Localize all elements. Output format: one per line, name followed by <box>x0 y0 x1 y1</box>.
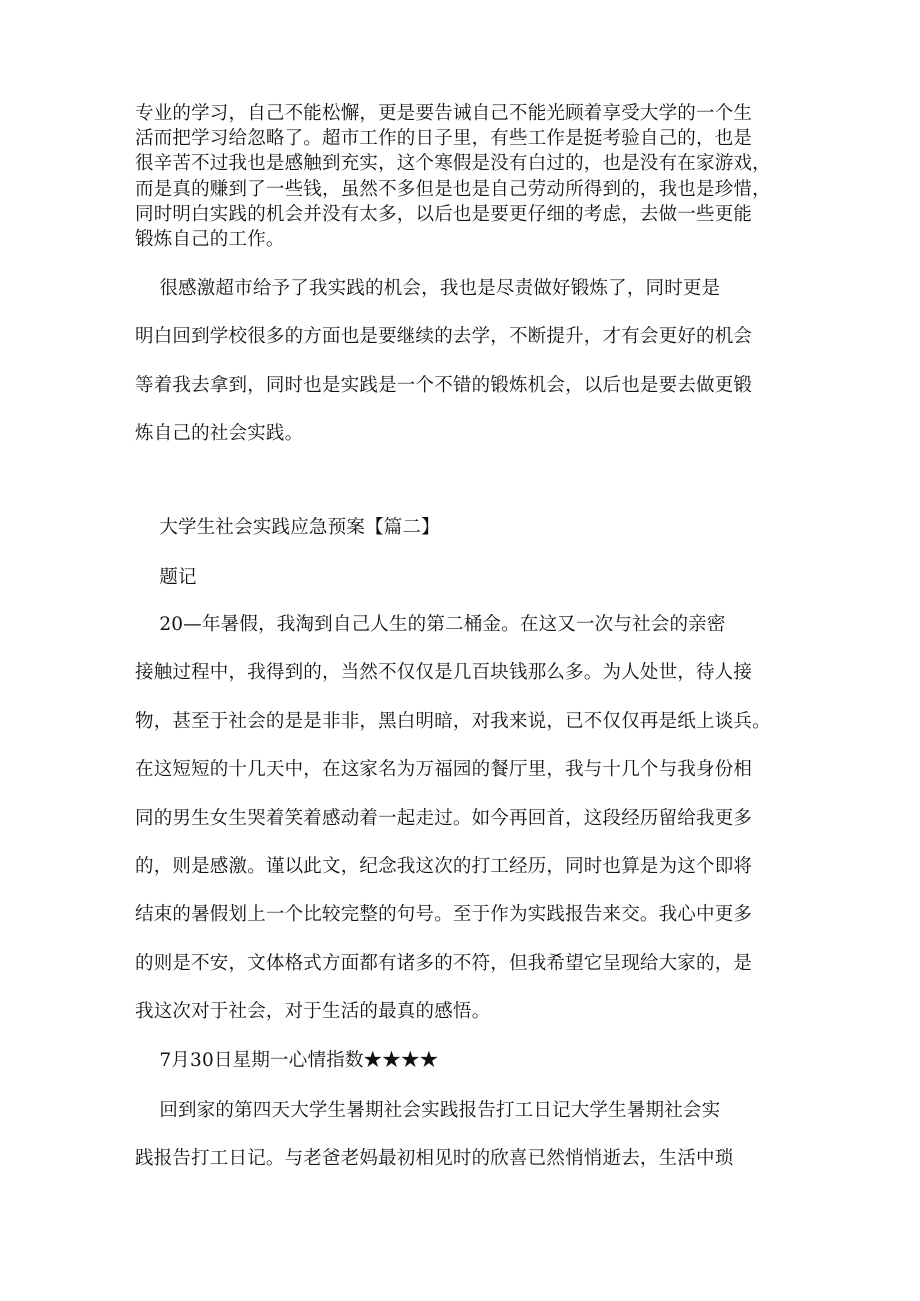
paragraph-supermarket-reflection: 专业的学习，自己不能松懈，更是要告诫自己不能光顾着享受大学的一个生 活而把学习给忽略了。超市工作的日子里，有些工作是挺考验自己的，也是 很辛苦不过我也是感触到充实，这个寒假是没有白过的，也是没有在家游戏， 而是真的赚到了一些钱，虽然不多但是也是自己劳动所得到的，我也是珍惜， 同时明白实践的机会并没有太多，以后也是要更仔细的考虑，去做一些更能 锻炼自己的工作。 <box>135 103 771 251</box>
diary-entry-heading: 7月30日星期一心情指数★★★★ <box>135 1050 439 1071</box>
paragraph-gratitude: 很感激超市给予了我实践的机会，我也是尽责做好锻炼了，同时更是 明白回到学校很多的方面也是要继续的去学，不断提升，才有会更好的机会 等着我去拿到，同时也是实践是一个不错的锻炼机会，以后也是要去做更锻 炼自己的社会实践。 <box>135 278 753 445</box>
paragraph-summer-job: 20—年暑假，我淘到自己人生的第二桶金。在这又一次与社会的亲密 接触过程中，我得到的，当然不仅仅是几百块钱那么多。为人处世，待人接 物，甚至于社会的是是非非，黑白明暗，对我来说，已不仅仅再是纸上谈兵。 在这短短的十几天中，在这家名为万福园的餐厅里，我与十几个与我身份相 同的男生女生哭着笑着感动着一起走过。如今再回首，这段经历留给我更多 的，则是感激。谨以此文，纪念我这次的打工经历，同时也算是为这个即将 结束的暑假划上一个比较完整的句号。至于作为实践报告来交。我心中更多 的则是不安，文体格式方面都有诸多的不符，但我希望它呈现给大家的，是 我这次对于社会，对于生活的最真的感悟。 <box>135 614 771 1023</box>
heading-preface: 题记 <box>135 567 197 588</box>
section-title: 大学生社会实践应急预案【篇二】 <box>135 517 440 538</box>
paragraph-diary: 回到家的第四天大学生暑期社会实践报告打工日记大学生暑期社会实 践报告打工日记。与老爸老妈最初相见时的欣喜已然悄悄逝去，生活中琐 <box>135 1100 734 1170</box>
